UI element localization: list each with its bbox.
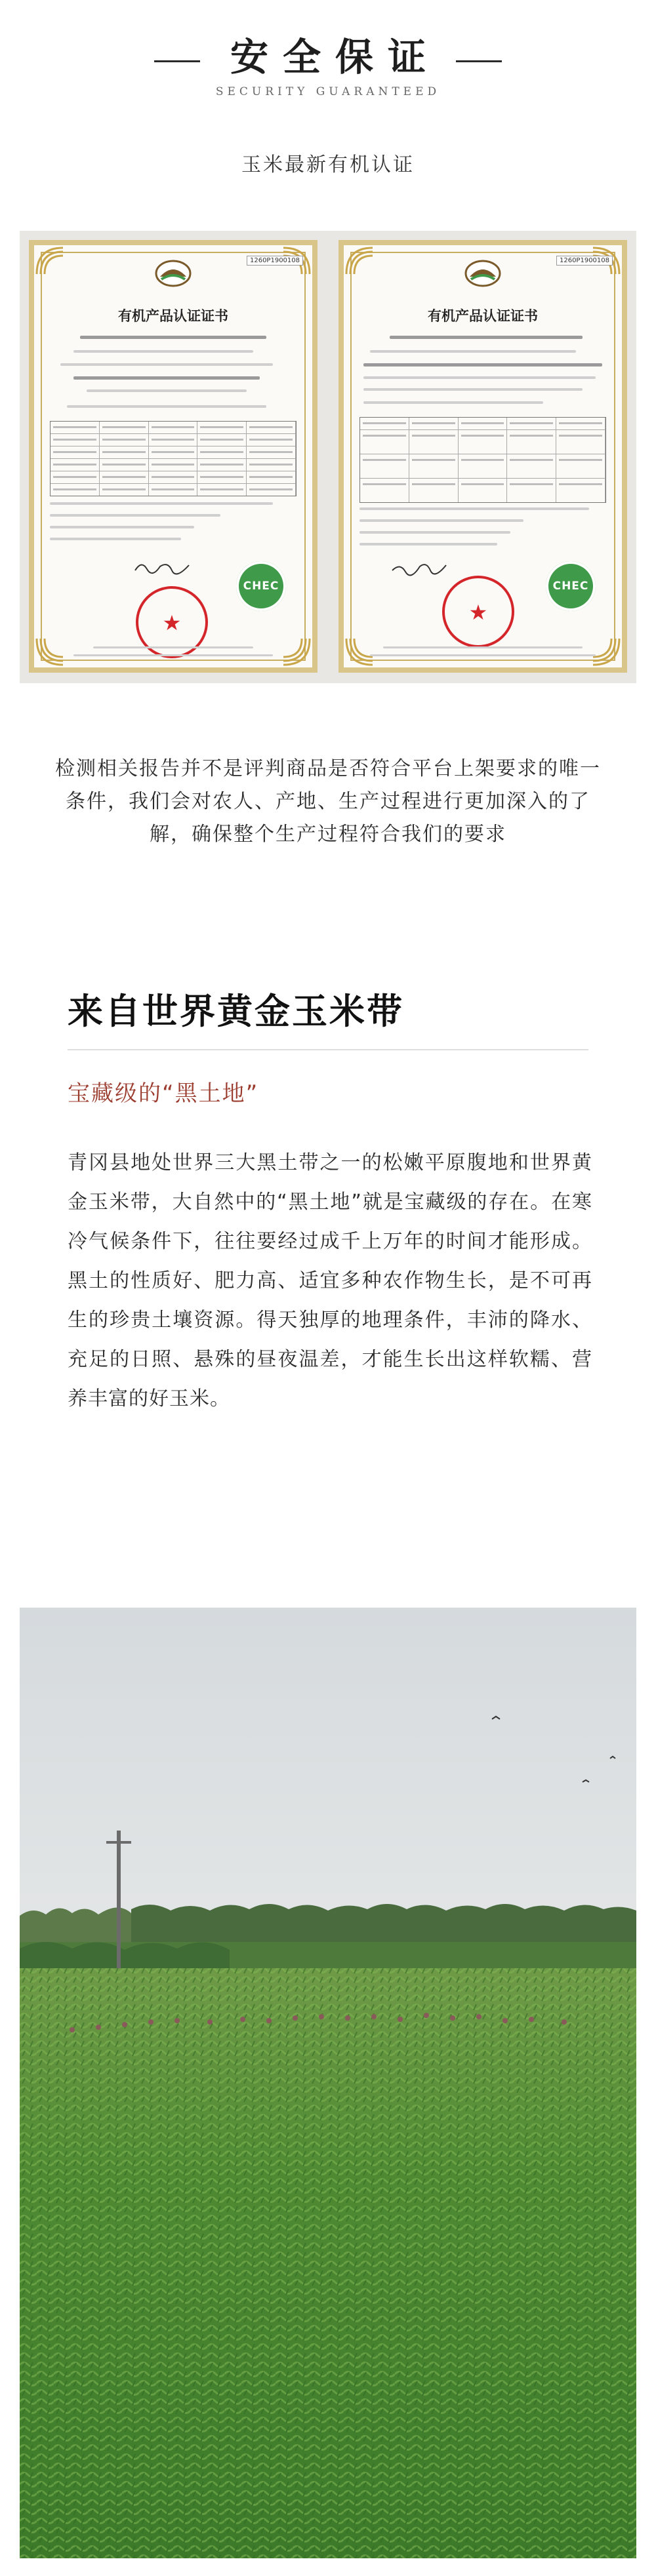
organic-logo-icon bbox=[464, 260, 501, 287]
page-title: 安全保证 bbox=[230, 35, 440, 79]
corn-field-photo bbox=[20, 1608, 636, 2558]
certificate-text-line bbox=[363, 388, 583, 391]
certificate-text-line bbox=[359, 507, 589, 510]
certificate-card bbox=[29, 240, 318, 673]
corner-ornament-icon bbox=[35, 247, 64, 275]
certificate-text-line bbox=[73, 376, 260, 380]
certificate-number: 1260P1900108 bbox=[247, 256, 303, 266]
certificate-text-line bbox=[73, 350, 253, 353]
section-divider bbox=[68, 1049, 588, 1050]
corner-ornament-icon bbox=[35, 637, 64, 666]
corner-ornament-icon bbox=[282, 637, 311, 666]
corner-ornament-icon bbox=[592, 637, 621, 666]
certificate-text-line bbox=[363, 401, 543, 404]
corner-ornament-icon bbox=[345, 247, 374, 275]
certificate-table bbox=[359, 417, 606, 503]
chec-mark-icon: CHEC bbox=[236, 561, 286, 611]
certificate-text-line bbox=[390, 336, 583, 339]
certificate-table bbox=[50, 421, 297, 496]
certificate-number: 1260P1900108 bbox=[556, 256, 613, 266]
certificate-text-line bbox=[363, 363, 602, 367]
page-subtitle: SECURITY GUARANTEED bbox=[215, 85, 441, 98]
signature-icon bbox=[390, 559, 449, 578]
certificate-text-line bbox=[50, 538, 181, 540]
certificate-title: 有机产品认证证书 bbox=[118, 308, 228, 324]
certificate-footer-line bbox=[370, 654, 596, 656]
disclaimer-text: 检测相关报告并不是评判商品是否符合平台上架要求的唯一条件，我们会对农人、产地、生产过程进行更加深入的了解，确保整个生产过程符合我们的要求 bbox=[55, 757, 601, 846]
section-title: 来自世界黄金玉米带 bbox=[68, 991, 404, 1032]
organic-logo-icon bbox=[155, 260, 192, 287]
certificate-text-line bbox=[50, 514, 220, 517]
red-seal-icon: ★ bbox=[442, 576, 514, 648]
certification-label: 玉米最新有机认证 bbox=[241, 153, 415, 176]
certificate-text-line bbox=[60, 363, 273, 366]
certificate-card bbox=[338, 240, 627, 673]
section-body: 青冈县地处世界三大黑土带之一的松嫩平原腹地和世界黄金玉米带，大自然中的“黑土地”就是宝藏级的存在。在寒冷气候条件下，往往要经过成千上万年的时间才能形成。黑土的性质好、肥力高、适宜多种农作物生长，是不可再生的珍贵土壤资源。得天独厚的地理条件，丰沛的降水、充足的日照、悬殊的昼夜温差，才能生长出这样软糯、营养丰富的好玉米。 bbox=[68, 1151, 592, 1410]
certificate-panel bbox=[20, 231, 636, 683]
certificate-text-line bbox=[359, 519, 523, 522]
certificate-footer-line bbox=[73, 654, 273, 656]
certificate-text-line bbox=[363, 376, 596, 379]
certificate-text-line bbox=[80, 336, 266, 339]
certificate-text-line bbox=[370, 350, 576, 353]
certificate-title: 有机产品认证证书 bbox=[428, 308, 538, 324]
certificate-footer-line bbox=[93, 646, 253, 648]
header-right-rule bbox=[456, 60, 502, 62]
signature-icon bbox=[133, 557, 192, 577]
section-subtitle: 宝藏级的“黑土地” bbox=[68, 1080, 259, 1107]
chec-mark-icon: CHEC bbox=[546, 561, 596, 611]
certificate-text-line bbox=[359, 531, 510, 534]
certificate-text-line bbox=[50, 502, 273, 505]
certificate-text-line bbox=[50, 526, 194, 528]
corner-ornament-icon bbox=[345, 637, 374, 666]
certificate-footer-line bbox=[383, 646, 583, 648]
certificate-text-line bbox=[67, 405, 266, 408]
certificate-text-line bbox=[359, 543, 497, 545]
red-seal-icon: ★ bbox=[136, 586, 208, 658]
certificate-text-line bbox=[87, 389, 247, 392]
